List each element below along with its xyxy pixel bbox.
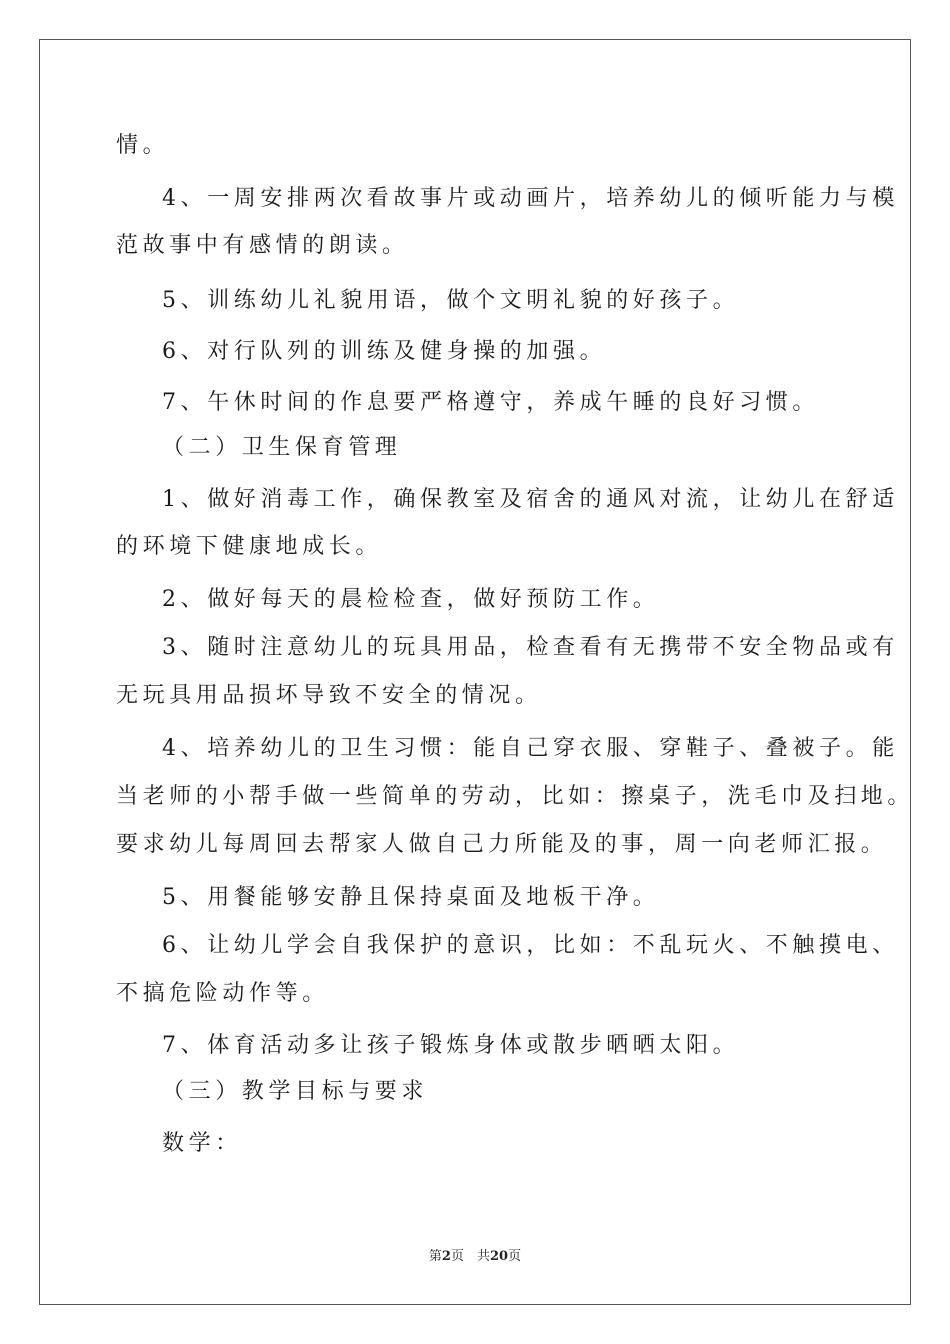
text-line: 数学：: [162, 1131, 242, 1156]
text-line: 当老师的小帮手做一些简单的劳动，比如：擦桌子，洗毛巾及扫地。: [116, 784, 915, 809]
text-line: 4、培养幼儿的卫生习惯：能自己穿衣服、穿鞋子、叠被子。能: [162, 736, 899, 761]
text-line: 2、做好每天的晨检检查，做好预防工作。: [162, 587, 660, 612]
text-line: 5、训练幼儿礼貌用语，做个文明礼貌的好孩子。: [162, 288, 740, 313]
page-number-mid: 页 共: [450, 1249, 490, 1264]
text-line: 不搞危险动作等。: [116, 981, 329, 1006]
text-line: 7、体育活动多让孩子锻炼身体或散步晒晒太阳。: [162, 1033, 740, 1058]
page-number-suffix: 页: [508, 1249, 522, 1264]
text-line: 要求幼儿每周回去帮家人做自己力所能及的事，周一向老师汇报。: [116, 832, 888, 857]
text-line: 情。: [116, 133, 170, 158]
page-footer: [0, 1245, 950, 1264]
text-line: 无玩具用品损坏导致不安全的情况。: [116, 683, 542, 708]
text-line: 6、对行队列的训练及健身操的加强。: [162, 339, 607, 364]
page-number-prefix: 第: [428, 1249, 442, 1264]
text-line: 1、做好消毒工作，确保教室及宿舍的通风对流，让幼儿在舒适: [162, 487, 899, 512]
text-line: 的环境下健康地成长。: [116, 534, 383, 559]
page-number-total: 20: [489, 1249, 509, 1264]
text-line: 范故事中有感情的朗读。: [116, 233, 409, 258]
section-heading: （二）卫生保育管理: [162, 435, 402, 460]
text-line: 7、午休时间的作息要严格遵守，养成午睡的良好习惯。: [162, 390, 819, 415]
text-line: 5、用餐能够安静且保持桌面及地板干净。: [162, 885, 660, 910]
page-number-current: 2: [441, 1249, 451, 1264]
text-line: 3、随时注意幼儿的玩具用品，检查看有无携带不安全物品或有: [162, 635, 899, 660]
section-heading: （三）教学目标与要求: [162, 1079, 429, 1104]
text-line: 6、让幼儿学会自我保护的意识，比如：不乱玩火、不触摸电、: [162, 933, 899, 958]
text-line: 4、一周安排两次看故事片或动画片，培养幼儿的倾听能力与模: [162, 186, 899, 211]
